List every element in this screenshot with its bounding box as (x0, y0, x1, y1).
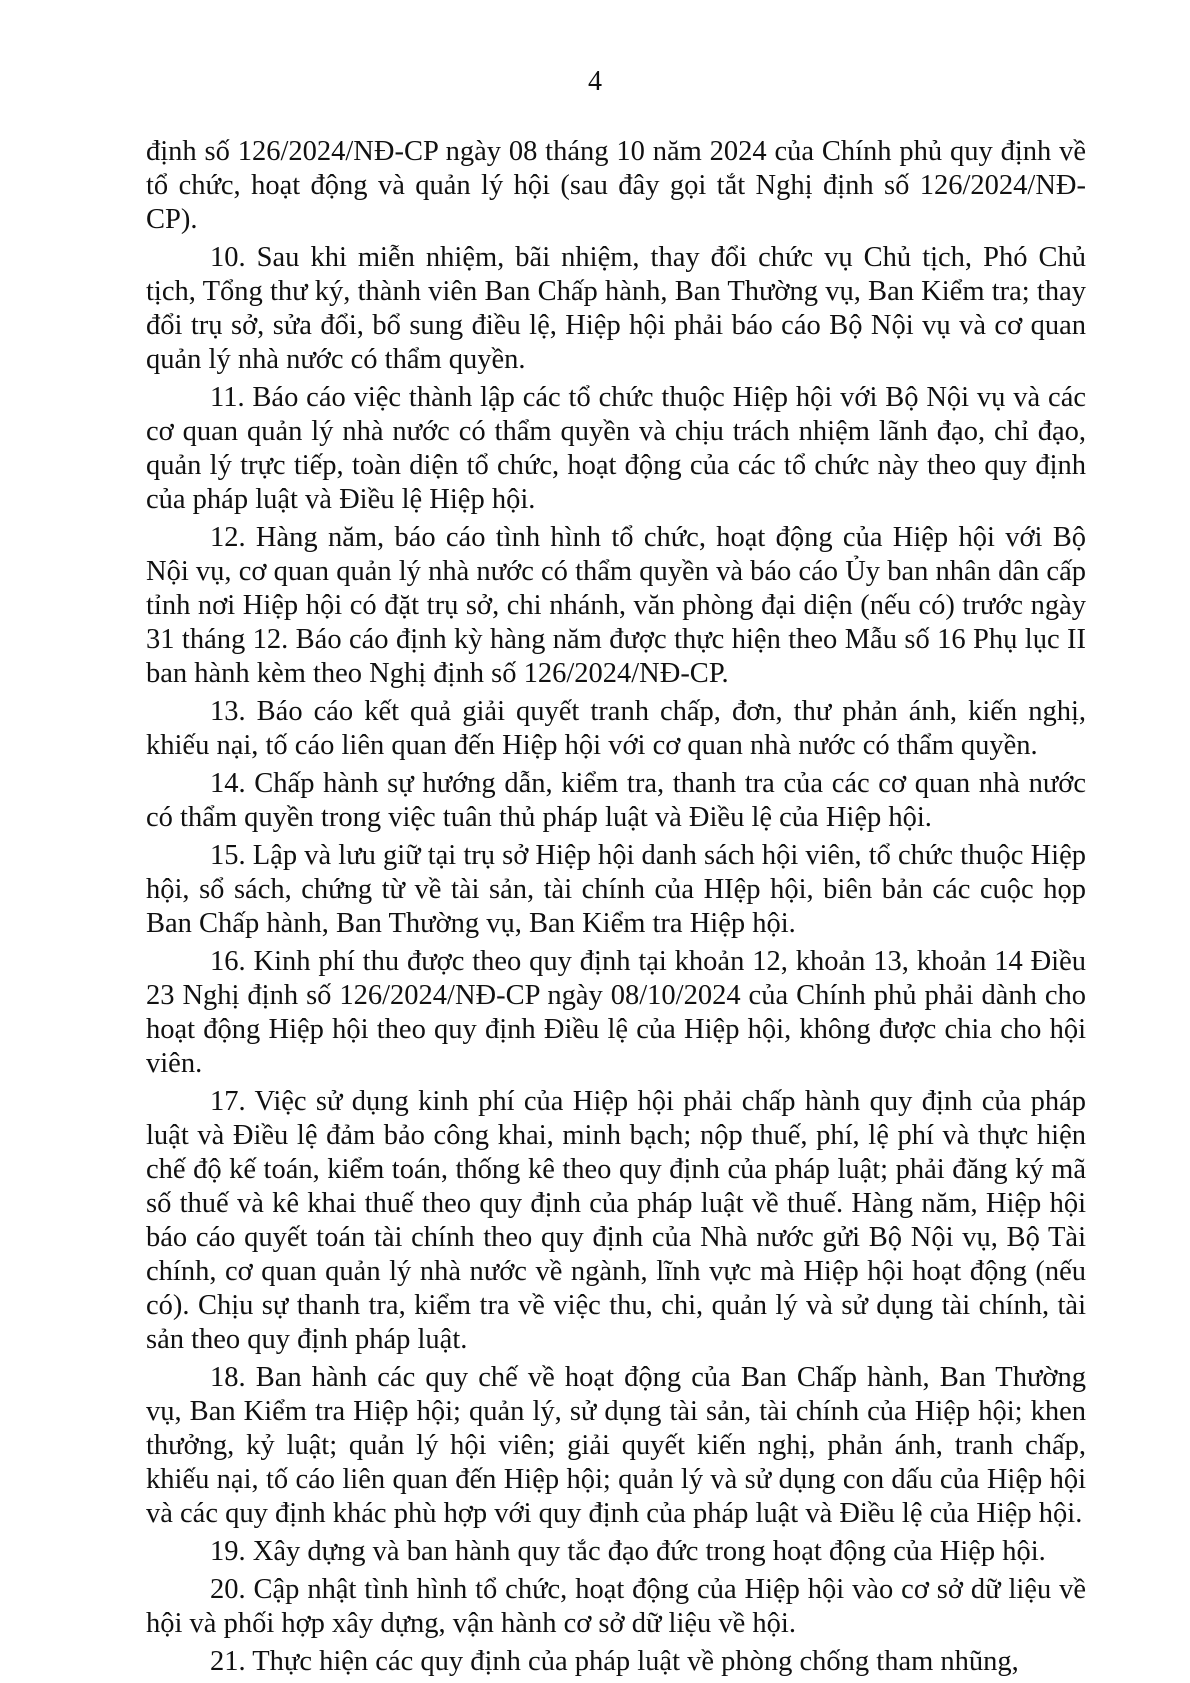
document-body (146, 135, 1086, 1683)
paragraph-item-13: 13. Báo cáo kết quả giải quyết tranh chấp, đơn, thư phản ánh, kiến nghị, khiếu nại, tố cáo liên quan đến Hiệp hội với cơ quan nhà nước có thẩm quyền. (146, 696, 1086, 761)
paragraph-item-16: 16. Kinh phí thu được theo quy định tại khoản 12, khoản 13, khoản 14 Điều 23 Nghị định số 126/2024/NĐ-CP ngày 08/10/2024 của Chính phủ phải dành cho hoạt động Hiệp hội theo quy định Điều lệ của Hiệp hội, không được chia cho hội viên. (146, 946, 1086, 1079)
paragraph-item-19: 19. Xây dựng và ban hành quy tắc đạo đức trong hoạt động của Hiệp hội. (210, 1536, 1046, 1567)
paragraph-item-14: 14. Chấp hành sự hướng dẫn, kiểm tra, thanh tra của các cơ quan nhà nước có thẩm quyền trong việc tuân thủ pháp luật và Điều lệ của Hiệp hội. (146, 768, 1086, 833)
paragraph-item-20: 20. Cập nhật tình hình tổ chức, hoạt động của Hiệp hội vào cơ sở dữ liệu về hội và phối hợp xây dựng, vận hành cơ sở dữ liệu về hội. (146, 1574, 1086, 1639)
paragraph-item-18: 18. Ban hành các quy chế về hoạt động của Ban Chấp hành, Ban Thường vụ, Ban Kiểm tra Hiệp hội; quản lý, sử dụng tài sản, tài chính của Hiệp hội; khen thưởng, kỷ luật; quản lý hội viên; giải quyết kiến nghị, phản ánh, tranh chấp, khiếu nại, tố cáo liên quan đến Hiệp hội; quản lý và sử dụng con dấu của Hiệp hội và các quy định khác phù hợp với quy định của pháp luật và Điều lệ của Hiệp hội. (146, 1362, 1086, 1529)
paragraph-item-10: 10. Sau khi miễn nhiệm, bãi nhiệm, thay đổi chức vụ Chủ tịch, Phó Chủ tịch, Tổng thư ký, thành viên Ban Chấp hành, Ban Thường vụ, Ban Kiểm tra; thay đổi trụ sở, sửa đổi, bổ sung điều lệ, Hiệp hội phải báo cáo Bộ Nội vụ và cơ quan quản lý nhà nước có thẩm quyền. (146, 242, 1086, 375)
page-number: 4 (588, 66, 602, 97)
paragraph-item-15: 15. Lập và lưu giữ tại trụ sở Hiệp hội danh sách hội viên, tổ chức thuộc Hiệp hội, sổ sách, chứng từ về tài sản, tài chính của HIệp hội, biên bản các cuộc họp Ban Chấp hành, Ban Thường vụ, Ban Kiểm tra Hiệp hội. (146, 840, 1086, 939)
paragraph-continuation: định số 126/2024/NĐ-CP ngày 08 tháng 10 năm 2024 của Chính phủ quy định về tổ chức, hoạt động và quản lý hội (sau đây gọi tắt Nghị định số 126/2024/NĐ-CP). (146, 136, 1086, 235)
paragraph-item-12: 12. Hàng năm, báo cáo tình hình tổ chức, hoạt động của Hiệp hội với Bộ Nội vụ, cơ quan quản lý nhà nước có thẩm quyền và báo cáo Ủy ban nhân dân cấp tỉnh nơi Hiệp hội có đặt trụ sở, chi nhánh, văn phòng đại diện (nếu có) trước ngày 31 tháng 12. Báo cáo định kỳ hàng năm được thực hiện theo Mẫu số 16 Phụ lục II ban hành kèm theo Nghị định số 126/2024/NĐ-CP. (146, 522, 1086, 689)
paragraph-item-21: 21. Thực hiện các quy định của pháp luật về phòng chống tham nhũng, (210, 1646, 1019, 1677)
paragraph-item-11: 11. Báo cáo việc thành lập các tổ chức thuộc Hiệp hội với Bộ Nội vụ và các cơ quan quản lý nhà nước có thẩm quyền và chịu trách nhiệm lãnh đạo, chỉ đạo, quản lý trực tiếp, toàn diện tổ chức, hoạt động của các tổ chức này theo quy định của pháp luật và Điều lệ Hiệp hội. (146, 382, 1086, 515)
paragraph-item-17: 17. Việc sử dụng kinh phí của Hiệp hội phải chấp hành quy định của pháp luật và Điều lệ đảm bảo công khai, minh bạch; nộp thuế, phí, lệ phí và thực hiện chế độ kế toán, kiểm toán, thống kê theo quy định của pháp luật; phải đăng ký mã số thuế và kê khai thuế theo quy định của pháp luật về thuế. Hàng năm, Hiệp hội báo cáo quyết toán tài chính theo quy định của Nhà nước gửi Bộ Nội vụ, Bộ Tài chính, cơ quan quản lý nhà nước về ngành, lĩnh vực mà Hiệp hội hoạt động (nếu có). Chịu sự thanh tra, kiểm tra về việc thu, chi, quản lý và sử dụng tài chính, tài sản theo quy định pháp luật. (146, 1086, 1086, 1355)
